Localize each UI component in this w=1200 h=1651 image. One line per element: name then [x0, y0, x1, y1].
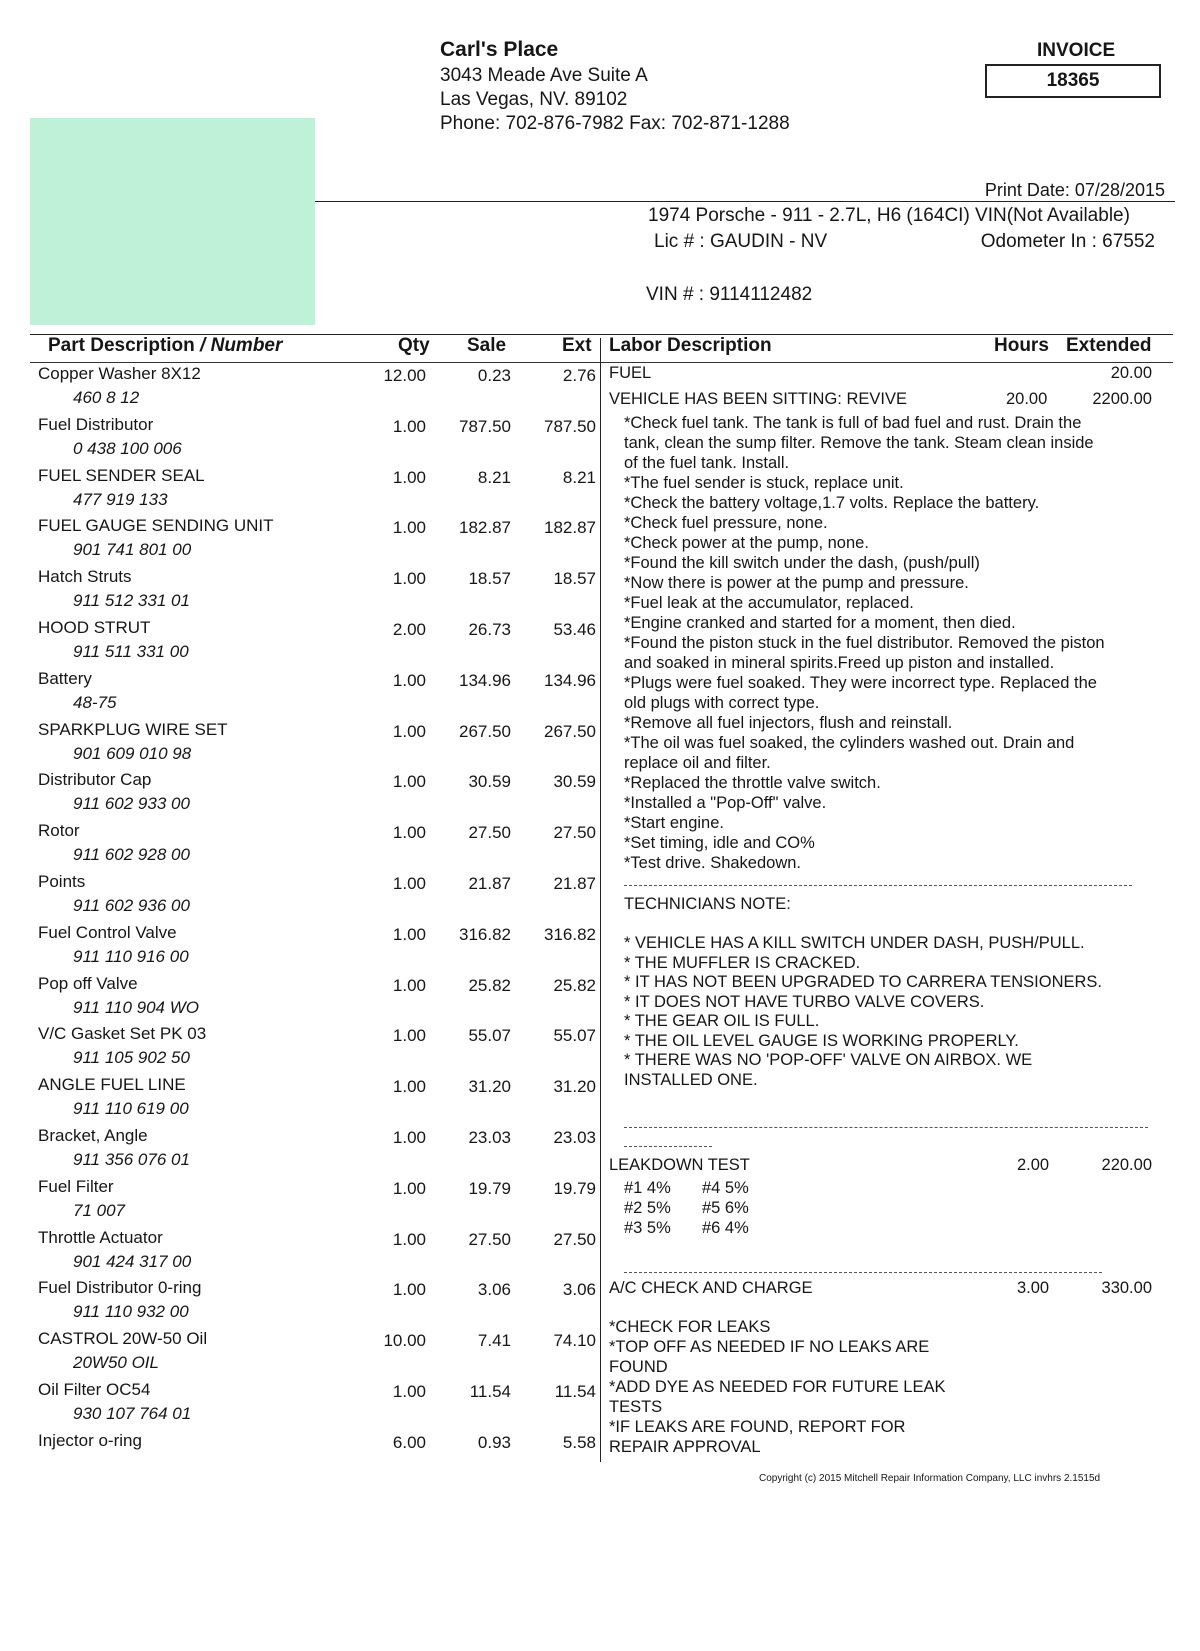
part-ext: 25.82	[553, 975, 596, 995]
part-ext: 74.10	[553, 1331, 596, 1351]
part-name: Fuel Distributor	[38, 414, 154, 434]
labor-ac-hours: 3.00	[1017, 1279, 1050, 1297]
col-header-part-label: Part Description	[48, 335, 195, 356]
part-ext: 31.20	[553, 1077, 596, 1097]
labor-revive-hours: 20.00	[1006, 390, 1048, 408]
leakdown-cylinder-result: #6 4%	[702, 1219, 749, 1237]
col-header-ext: Ext	[562, 335, 592, 356]
part-qty: 1.00	[392, 670, 426, 690]
part-qty: 1.00	[392, 823, 426, 843]
part-ext: 27.50	[553, 823, 596, 843]
part-ext: 3.06	[562, 1280, 596, 1300]
labor-revive-line: *Replaced the throttle valve switch.	[624, 774, 881, 792]
part-number: 911 110 904 WO	[73, 997, 200, 1017]
labor-revive-line: *Check the battery voltage,1.7 volts. Replace the battery.	[624, 494, 1040, 512]
part-name: Oil Filter OC54	[38, 1380, 151, 1399]
labor-revive-line: *Set timing, idle and CO%	[624, 834, 815, 852]
part-qty: 10.00	[383, 1331, 426, 1351]
part-ext: 19.79	[553, 1178, 596, 1198]
leakdown-cylinder-result: #4 5%	[702, 1179, 749, 1197]
part-qty: 1.00	[392, 924, 426, 944]
dashed-separator	[624, 1127, 1148, 1128]
part-qty: 12.00	[383, 366, 426, 385]
part-qty: 1.00	[392, 1026, 426, 1046]
copyright-footer: Copyright (c) 2015 Mitchell Repair Information Company, LLC invhrs 2.1515d	[759, 1473, 1101, 1484]
labor-ac-extended: 330.00	[1101, 1279, 1152, 1297]
labor-revive-line: and soaked in mineral spirits.Freed up piston and installed.	[624, 654, 1055, 672]
part-sale: 55.07	[468, 1026, 511, 1046]
shop-address-line1: 3043 Meade Ave Suite A	[440, 65, 648, 86]
leakdown-cylinder-result: #3 5%	[624, 1219, 671, 1237]
labor-ac-line: *CHECK FOR LEAKS	[609, 1318, 771, 1336]
part-sale: 182.87	[459, 518, 511, 538]
part-ext: 53.46	[553, 620, 596, 639]
part-name: Fuel Distributor 0-ring	[38, 1278, 202, 1298]
labor-leakdown-extended: 220.00	[1101, 1156, 1152, 1174]
part-ext: 182.87	[544, 518, 596, 538]
labor-revive-line: *Now there is power at the pump and pressure.	[624, 574, 969, 592]
labor-revive-line: *Plugs were fuel soaked. They were incorrect type. Replaced the	[624, 674, 1097, 692]
labor-revive-line: *Installed a "Pop-Off" valve.	[624, 794, 827, 812]
vehicle-vin: VIN # : 9114112482	[646, 284, 813, 305]
part-sale: 7.41	[477, 1331, 511, 1351]
header-bottom-rule	[30, 362, 1173, 363]
part-name: Copper Washer 8X12	[38, 364, 201, 383]
part-qty: 1.00	[392, 874, 426, 893]
labor-revive-line: *Check fuel pressure, none.	[624, 514, 828, 532]
part-sale: 18.57	[468, 569, 511, 589]
part-ext: 11.54	[554, 1382, 596, 1401]
col-header-qty: Qty	[398, 335, 430, 356]
technician-note-line: INSTALLED ONE.	[624, 1070, 758, 1089]
labor-revive-line: *Found the kill switch under the dash, (push/pull)	[624, 554, 980, 572]
part-number: 911 511 331 00	[73, 642, 189, 661]
part-qty: 1.00	[392, 1280, 426, 1300]
labor-revive-line: *The oil was fuel soaked, the cylinders washed out. Drain and	[624, 734, 1075, 752]
part-qty: 1.00	[392, 772, 426, 792]
part-qty: 1.00	[392, 416, 426, 436]
part-ext: 18.57	[553, 569, 596, 589]
labor-revive-line: *Check fuel tank. The tank is full of bad fuel and rust. Drain the	[624, 414, 1082, 432]
technician-note-line: * THE OIL LEVEL GAUGE IS WORKING PROPERLY.	[624, 1031, 1019, 1050]
part-qty: 1.00	[392, 1077, 426, 1097]
part-number: 911 512 331 01	[73, 591, 190, 611]
part-number: 911 110 916 00	[73, 946, 189, 966]
part-name: HOOD STRUT	[38, 618, 151, 637]
part-name: Battery	[38, 668, 92, 688]
labor-leakdown-hours: 2.00	[1017, 1156, 1050, 1174]
part-ext: 27.50	[553, 1229, 596, 1249]
technician-note-line: * THE MUFFLER IS CRACKED.	[624, 953, 861, 972]
labor-ac-label: A/C CHECK AND CHARGE	[609, 1279, 813, 1297]
labor-leakdown-label: LEAKDOWN TEST	[609, 1156, 750, 1174]
part-sale: 30.59	[468, 772, 511, 792]
part-sale: 0.93	[477, 1432, 511, 1452]
part-number: 477 919 133	[73, 489, 168, 509]
part-number: 901 424 317 00	[73, 1251, 192, 1271]
col-header-extended: Extended	[1066, 335, 1152, 356]
shop-address-line2: Las Vegas, NV. 89102	[440, 89, 628, 110]
part-qty: 1.00	[392, 975, 426, 995]
labor-revive-line: *Check power at the pump, none.	[624, 534, 869, 552]
part-number: 48-75	[73, 692, 117, 712]
labor-revive-line: *Remove all fuel injectors, flush and reinstall.	[624, 714, 953, 732]
labor-revive-line: tank, clean the sump filter. Remove the tank. Steam clean inside	[624, 434, 1094, 452]
vehicle-description: 1974 Porsche - 911 - 2.7L, H6 (164CI) VIN(Not Available)	[648, 205, 1130, 226]
part-name: Distributor Cap	[38, 770, 152, 790]
labor-revive-line: replace oil and filter.	[624, 754, 771, 772]
part-sale: 3.06	[477, 1280, 511, 1300]
technician-note-line: * IT DOES NOT HAVE TURBO VALVE COVERS.	[624, 992, 985, 1011]
labor-revive-line: *Test drive. Shakedown.	[624, 854, 802, 872]
part-sale: 21.87	[468, 874, 511, 893]
part-name: Injector o-ring	[38, 1430, 142, 1450]
dashed-separator-short	[624, 1146, 712, 1147]
col-header-labor: Labor Description	[609, 335, 772, 356]
part-sale: 27.50	[468, 1229, 511, 1249]
part-sale: 8.21	[477, 467, 511, 487]
part-number: 20W50 OIL	[73, 1353, 159, 1373]
part-qty: 1.00	[392, 1178, 426, 1198]
col-header-sale: Sale	[467, 335, 507, 356]
part-ext: 5.58	[562, 1432, 596, 1452]
part-number: 911 602 933 00	[73, 794, 190, 814]
labor-fuel-total: 20.00	[1110, 364, 1152, 382]
part-name: V/C Gasket Set PK 03	[38, 1024, 207, 1044]
dashed-separator	[624, 885, 1132, 886]
part-name: Throttle Actuator	[38, 1227, 163, 1247]
part-number: 911 110 619 00	[73, 1099, 189, 1119]
column-divider	[600, 338, 601, 1462]
leakdown-cylinder-result: #5 6%	[702, 1199, 749, 1217]
part-sale: 787.50	[459, 416, 511, 436]
vehicle-odometer: Odometer In : 67552	[980, 231, 1155, 252]
part-name: FUEL SENDER SEAL	[38, 465, 205, 485]
part-ext: 30.59	[553, 772, 596, 792]
part-ext: 787.50	[544, 416, 596, 436]
part-number: 901 741 801 00	[73, 540, 192, 560]
technician-note-line: * THE GEAR OIL IS FULL.	[624, 1012, 820, 1030]
part-qty: 1.00	[392, 518, 426, 538]
technician-note-line: * VEHICLE HAS A KILL SWITCH UNDER DASH, PUSH/PULL.	[624, 934, 1085, 952]
sticky-note-redaction	[30, 118, 315, 325]
col-header-number-label: / Number	[200, 335, 283, 356]
dashed-separator	[624, 1272, 1102, 1273]
part-sale: 23.03	[468, 1128, 511, 1147]
labor-ac-line: *IF LEAKS ARE FOUND, REPORT FOR	[609, 1418, 906, 1436]
part-sale: 25.82	[468, 975, 511, 995]
part-number: 460 8 12	[73, 388, 140, 407]
technician-note-line: * THERE WAS NO 'POP-OFF' VALVE ON AIRBOX. WE	[624, 1051, 1033, 1069]
part-name: ANGLE FUEL LINE	[38, 1075, 186, 1095]
labor-revive-line: *The fuel sender is stuck, replace unit.	[624, 474, 904, 492]
part-sale: 11.54	[469, 1382, 511, 1401]
labor-revive-line: of the fuel tank. Install.	[624, 454, 790, 472]
print-date: Print Date: 07/28/2015	[984, 180, 1165, 200]
leakdown-cylinder-result: #2 5%	[624, 1199, 671, 1217]
part-ext: 21.87	[553, 874, 596, 893]
part-ext: 23.03	[553, 1128, 596, 1147]
part-name: FUEL GAUGE SENDING UNIT	[38, 516, 274, 536]
part-sale: 0.23	[477, 366, 511, 385]
part-sale: 316.82	[459, 924, 511, 944]
labor-revive-line: *Found the piston stuck in the fuel distributor. Removed the piston	[624, 634, 1105, 652]
leakdown-cylinder-result: #1 4%	[624, 1179, 671, 1197]
part-sale: 134.96	[459, 670, 511, 690]
part-qty: 6.00	[392, 1432, 426, 1452]
part-name: SPARKPLUG WIRE SET	[38, 719, 228, 739]
part-number: 930 107 764 01	[73, 1404, 192, 1423]
part-name: Pop off Valve	[38, 973, 138, 993]
part-number: 911 602 928 00	[73, 845, 190, 865]
labor-revive-line: old plugs with correct type.	[624, 694, 820, 712]
labor-revive-extended: 2200.00	[1092, 390, 1152, 408]
part-number: 911 602 936 00	[73, 896, 190, 915]
part-qty: 1.00	[392, 569, 426, 589]
part-ext: 316.82	[544, 924, 596, 944]
part-number: 0 438 100 006	[73, 438, 182, 458]
part-name: Fuel Control Valve	[38, 922, 177, 942]
vehicle-license: Lic # : GAUDIN - NV	[654, 231, 828, 252]
part-ext: 267.50	[544, 721, 596, 741]
labor-ac-line: *TOP OFF AS NEEDED IF NO LEAKS ARE	[609, 1338, 930, 1356]
part-name: Points	[38, 872, 86, 891]
labor-fuel-label: FUEL	[609, 364, 652, 382]
part-name: Bracket, Angle	[38, 1126, 148, 1145]
shop-phone-fax: Phone: 702-876-7982 Fax: 702-871-1288	[440, 113, 790, 134]
labor-ac-line: FOUND	[609, 1358, 668, 1376]
labor-revive-label: VEHICLE HAS BEEN SITTING: REVIVE	[609, 390, 907, 408]
part-name: Rotor	[38, 821, 80, 841]
part-sale: 267.50	[459, 721, 511, 741]
invoice-title: INVOICE	[1037, 40, 1116, 61]
part-qty: 1.00	[392, 1382, 426, 1401]
technicians-note-label: TECHNICIANS NOTE:	[624, 895, 791, 913]
part-qty: 1.00	[392, 721, 426, 741]
part-name: Fuel Filter	[38, 1176, 114, 1196]
part-sale: 31.20	[468, 1077, 511, 1097]
part-qty: 1.00	[392, 467, 426, 487]
part-number: 71 007	[73, 1200, 125, 1220]
invoice-number: 18365	[985, 64, 1161, 98]
col-header-part	[48, 335, 282, 357]
part-name: CASTROL 20W-50 Oil	[38, 1329, 208, 1349]
labor-ac-line: *ADD DYE AS NEEDED FOR FUTURE LEAK	[609, 1378, 946, 1396]
labor-revive-line: *Start engine.	[624, 814, 724, 832]
labor-revive-line: *Engine cranked and started for a moment, then died.	[624, 614, 1016, 632]
part-ext: 8.21	[562, 467, 596, 487]
part-qty: 2.00	[392, 620, 426, 639]
part-ext: 2.76	[562, 366, 596, 385]
part-name: Hatch Struts	[38, 567, 132, 587]
col-header-hours: Hours	[994, 335, 1049, 356]
part-qty: 1.00	[392, 1128, 426, 1147]
part-ext: 134.96	[544, 670, 596, 690]
technician-note-line: * IT HAS NOT BEEN UPGRADED TO CARRERA TENSIONERS.	[624, 973, 1103, 991]
part-ext: 55.07	[553, 1026, 596, 1046]
part-sale: 26.73	[468, 620, 511, 639]
labor-ac-line: TESTS	[609, 1398, 663, 1416]
labor-ac-line: REPAIR APPROVAL	[609, 1438, 761, 1456]
shop-name: Carl's Place	[440, 38, 559, 61]
part-number: 901 609 010 98	[73, 743, 192, 763]
labor-revive-line: *Fuel leak at the accumulator, replaced.	[624, 594, 914, 612]
part-sale: 19.79	[468, 1178, 511, 1198]
header-divider	[315, 201, 1175, 202]
part-number: 911 356 076 01	[73, 1150, 190, 1169]
part-sale: 27.50	[468, 823, 511, 843]
part-number: 911 105 902 50	[73, 1048, 190, 1068]
part-number: 911 110 932 00	[73, 1302, 189, 1322]
part-qty: 1.00	[392, 1229, 426, 1249]
